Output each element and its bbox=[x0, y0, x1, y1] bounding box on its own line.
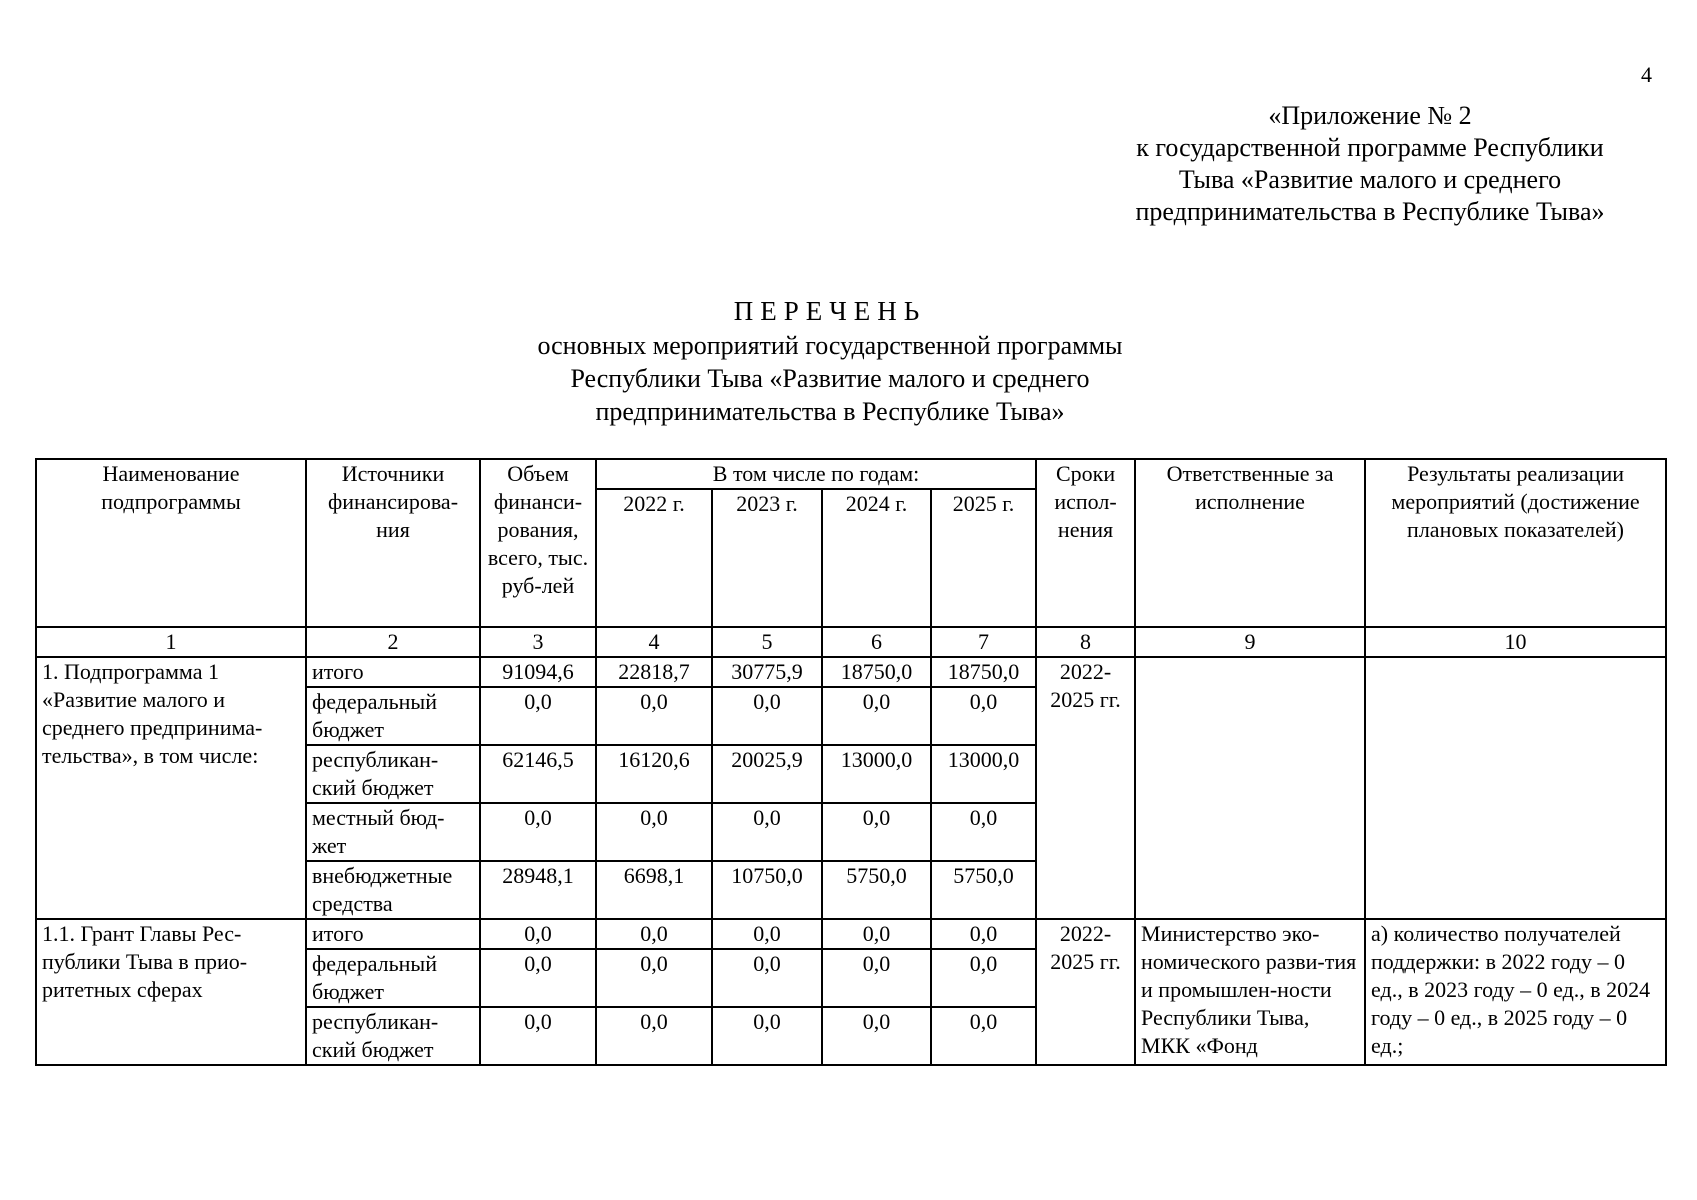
header-year-2025: 2025 г. bbox=[931, 489, 1036, 627]
appendix-line: «Приложение № 2 bbox=[1268, 101, 1472, 130]
year-2024-value: 0,0 bbox=[822, 949, 931, 1007]
table-row bbox=[36, 919, 1666, 949]
column-number: 2 bbox=[306, 627, 480, 657]
year-2025-value: 0,0 bbox=[931, 949, 1036, 1007]
year-2025-value: 13000,0 bbox=[931, 745, 1036, 803]
column-number: 5 bbox=[712, 627, 822, 657]
table-row bbox=[36, 657, 1666, 687]
year-2025-value: 0,0 bbox=[931, 919, 1036, 949]
execution-terms: 2022-2025 гг. bbox=[1036, 919, 1135, 1065]
year-2023-value: 0,0 bbox=[712, 1007, 822, 1065]
year-2025-value: 0,0 bbox=[931, 803, 1036, 861]
subprogram-name: 1. Подпрограмма 1 «Развитие малого и среднего предпринима-тельства», в том числе: bbox=[36, 657, 306, 919]
header-results: Результаты реализации мероприятий (достижение плановых показателей) bbox=[1365, 459, 1666, 627]
funding-source: итого bbox=[306, 657, 480, 687]
year-2023-value: 30775,9 bbox=[712, 657, 822, 687]
header-year-2023: 2023 г. bbox=[712, 489, 822, 627]
table-body bbox=[36, 459, 1666, 1065]
subprogram-name: 1.1. Грант Главы Рес-публики Тыва в прио-ритетных сферах bbox=[36, 919, 306, 1065]
title-line: основных мероприятий государственной программы bbox=[537, 331, 1123, 360]
responsible-party: Министерство эко-номического разви-тия и промышлен-ности Республики Тыва, МКК «Фонд bbox=[1135, 919, 1365, 1065]
total-volume: 0,0 bbox=[480, 803, 596, 861]
funding-source: федеральный бюджет bbox=[306, 687, 480, 745]
funding-source: местный бюд-жет bbox=[306, 803, 480, 861]
header-terms: Сроки испол-нения bbox=[1036, 459, 1135, 627]
year-2023-value: 0,0 bbox=[712, 919, 822, 949]
implementation-results bbox=[1365, 657, 1666, 919]
year-2022-value: 22818,7 bbox=[596, 657, 712, 687]
year-2024-value: 0,0 bbox=[822, 1007, 931, 1065]
header-volume: Объем финанси-рования, всего, тыс. руб-лей bbox=[480, 459, 596, 627]
year-2025-value: 18750,0 bbox=[931, 657, 1036, 687]
appendix-line: Тыва «Развитие малого и среднего bbox=[1178, 165, 1562, 194]
total-volume: 0,0 bbox=[480, 949, 596, 1007]
year-2022-value: 0,0 bbox=[596, 1007, 712, 1065]
title-line: предпринимательства в Республике Тыва» bbox=[595, 397, 1065, 426]
column-number: 10 bbox=[1365, 627, 1666, 657]
page-number: 4 bbox=[1641, 62, 1652, 87]
funding-source: федеральный бюджет bbox=[306, 949, 480, 1007]
year-2022-value: 0,0 bbox=[596, 803, 712, 861]
title-main: ПЕРЕЧЕНЬ bbox=[733, 296, 927, 326]
year-2023-value: 20025,9 bbox=[712, 745, 822, 803]
header-row bbox=[36, 459, 1666, 489]
funding-source: республикан-ский бюджет bbox=[306, 745, 480, 803]
year-2025-value: 5750,0 bbox=[931, 861, 1036, 919]
total-volume: 0,0 bbox=[480, 1007, 596, 1065]
appendix-line: предпринимательства в Республике Тыва» bbox=[1135, 197, 1605, 226]
year-2025-value: 0,0 bbox=[931, 687, 1036, 745]
responsible-party bbox=[1135, 657, 1365, 919]
year-2023-value: 0,0 bbox=[712, 949, 822, 1007]
year-2025-value: 0,0 bbox=[931, 1007, 1036, 1065]
header-source: Источники финансирова-ния bbox=[306, 459, 480, 627]
year-2023-value: 0,0 bbox=[712, 803, 822, 861]
implementation-results: а) количество получателей поддержки: в 2022 году – 0 ед., в 2023 году – 0 ед., в 2024 году – 0 ед., в 2025 году – 0 ед.; bbox=[1365, 919, 1666, 1065]
year-2022-value: 6698,1 bbox=[596, 861, 712, 919]
column-number-row bbox=[36, 627, 1666, 657]
header-by-years: В том числе по годам: bbox=[596, 459, 1036, 489]
total-volume: 62146,5 bbox=[480, 745, 596, 803]
year-2023-value: 10750,0 bbox=[712, 861, 822, 919]
funding-source: республикан-ский бюджет bbox=[306, 1007, 480, 1065]
column-number: 3 bbox=[480, 627, 596, 657]
document-title bbox=[380, 295, 1280, 428]
column-number: 7 bbox=[931, 627, 1036, 657]
appendix-note bbox=[1080, 100, 1660, 228]
year-2024-value: 0,0 bbox=[822, 687, 931, 745]
column-number: 9 bbox=[1135, 627, 1365, 657]
total-volume: 0,0 bbox=[480, 919, 596, 949]
header-year-2024: 2024 г. bbox=[822, 489, 931, 627]
title-line: Республики Тыва «Развитие малого и среднего bbox=[570, 364, 1090, 393]
year-2024-value: 0,0 bbox=[822, 919, 931, 949]
year-2024-value: 18750,0 bbox=[822, 657, 931, 687]
year-2024-value: 13000,0 bbox=[822, 745, 931, 803]
total-volume: 91094,6 bbox=[480, 657, 596, 687]
column-number: 8 bbox=[1036, 627, 1135, 657]
appendix-line: к государственной программе Республики bbox=[1136, 133, 1604, 162]
year-2022-value: 16120,6 bbox=[596, 745, 712, 803]
activities-table bbox=[35, 458, 1667, 1066]
total-volume: 0,0 bbox=[480, 687, 596, 745]
execution-terms: 2022-2025 гг. bbox=[1036, 657, 1135, 919]
total-volume: 28948,1 bbox=[480, 861, 596, 919]
year-2022-value: 0,0 bbox=[596, 949, 712, 1007]
column-number: 6 bbox=[822, 627, 931, 657]
header-year-2022: 2022 г. bbox=[596, 489, 712, 627]
header-responsible: Ответственные за исполнение bbox=[1135, 459, 1365, 627]
year-2024-value: 5750,0 bbox=[822, 861, 931, 919]
header-name: Наименование подпрограммы bbox=[36, 459, 306, 627]
year-2022-value: 0,0 bbox=[596, 687, 712, 745]
year-2024-value: 0,0 bbox=[822, 803, 931, 861]
funding-source: итого bbox=[306, 919, 480, 949]
column-number: 4 bbox=[596, 627, 712, 657]
column-number: 1 bbox=[36, 627, 306, 657]
year-2023-value: 0,0 bbox=[712, 687, 822, 745]
year-2022-value: 0,0 bbox=[596, 919, 712, 949]
funding-source: внебюджетные средства bbox=[306, 861, 480, 919]
